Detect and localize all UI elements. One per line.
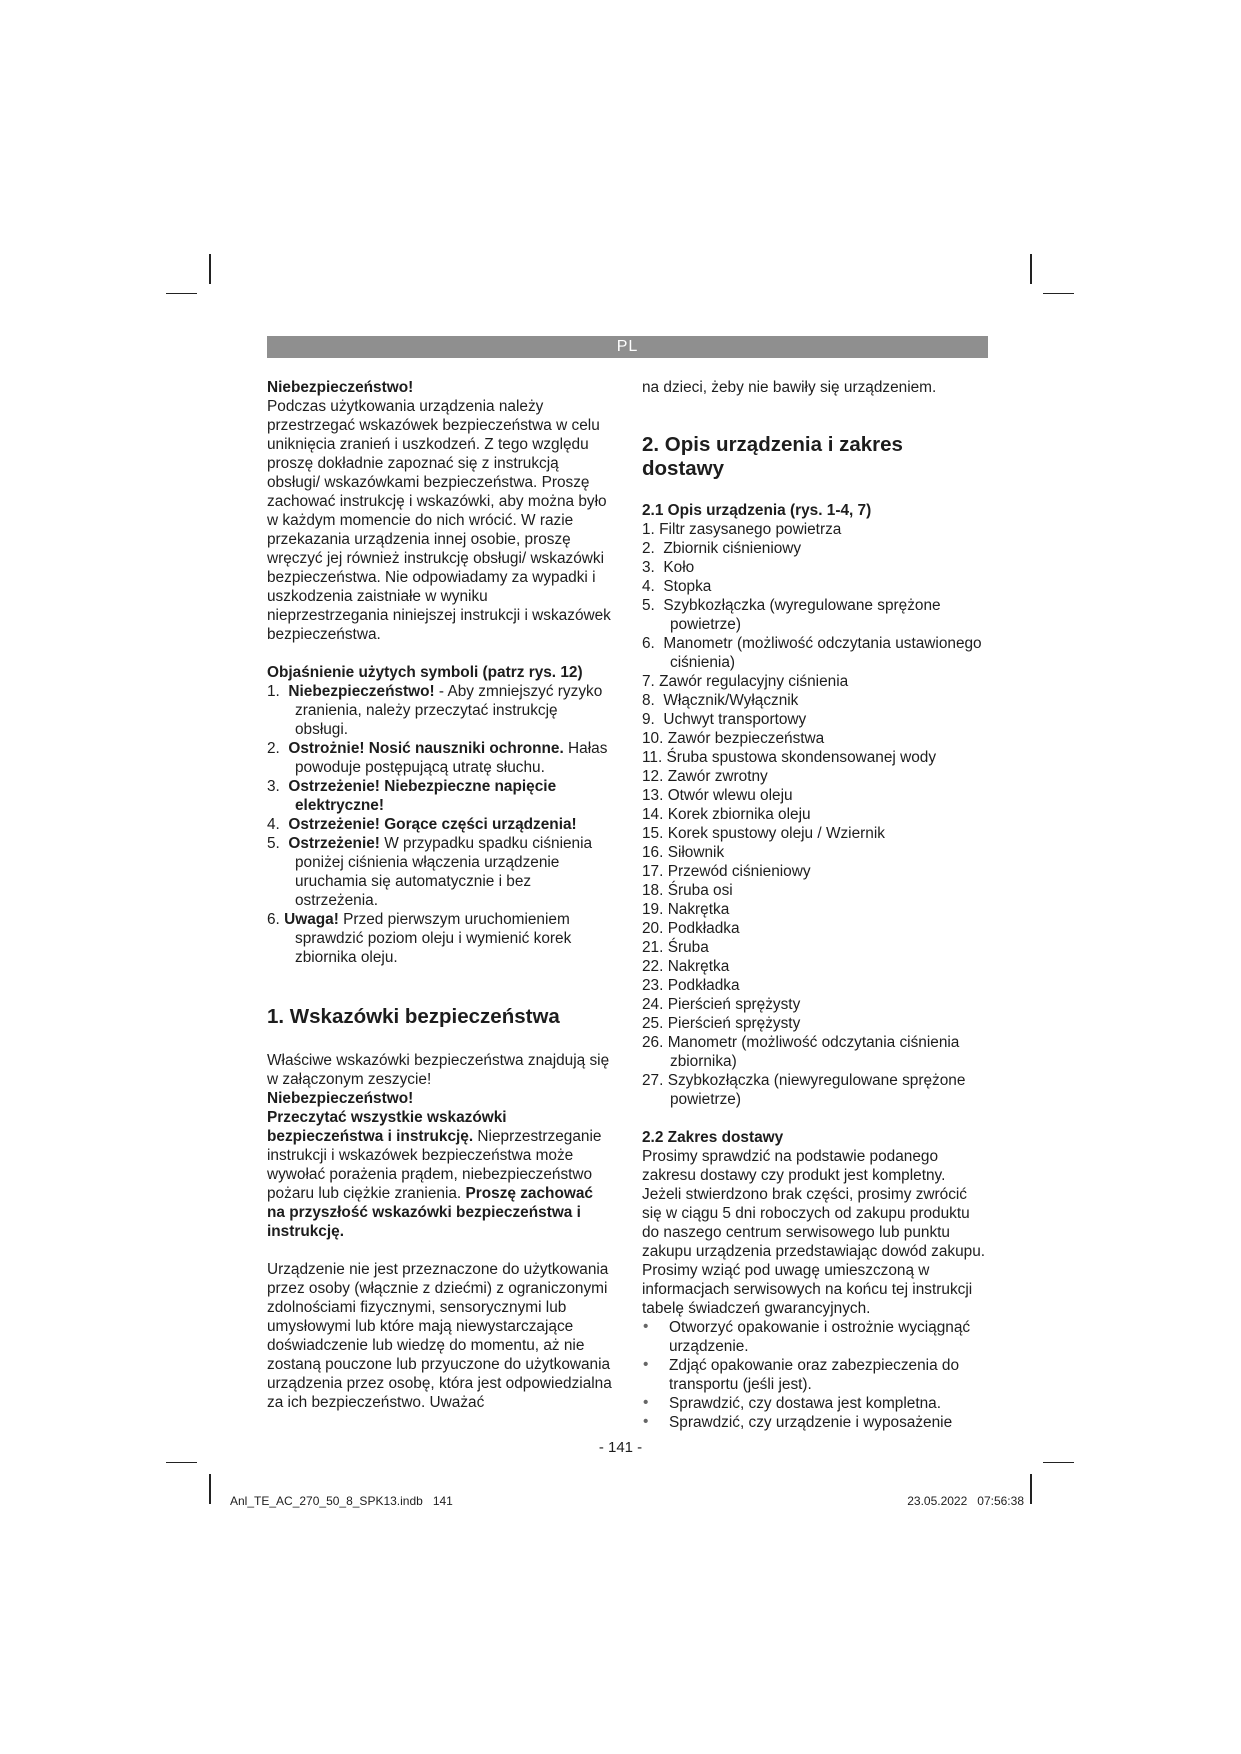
bullet-icon: • — [643, 1318, 649, 1335]
list-item: • Otworzyć opakowanie i ostrożnie wyciągnąć urządzenie. — [643, 1318, 971, 1355]
list-item: 5. Szybkozłączka (wyregulowane sprężone powietrze) — [642, 597, 941, 633]
symbol-item: 5. Ostrzeżenie! W przypadku spadku ciśnienia poniżej ciśnienia włączenia urządzenie uruchamia się automatycznie i bez ostrzeżenia. — [267, 835, 593, 909]
right-column — [642, 378, 988, 1432]
list-item: 9. Uchwyt transportowy — [642, 711, 807, 728]
list-item: 6. Manometr (możliwość odczytania ustawionego ciśnienia) — [642, 635, 982, 671]
bullet-icon: • — [643, 1413, 649, 1430]
section-1-title: 1. Wskazówki bezpieczeństwa — [267, 1005, 560, 1028]
left-column — [267, 378, 612, 1412]
language-header: PL — [267, 336, 988, 358]
crop-mark — [166, 1462, 197, 1463]
bullet-icon: • — [643, 1394, 649, 1411]
list-item: 4. Stopka — [642, 578, 712, 595]
s1-paragraph: Przeczytać wszystkie wskazówki bezpieczeństwa i instrukcję. Nieprzestrzeganie instrukcji i wskazówek bezpieczeństwa może wywołać porażenia prądem, niebezpieczeństwo pożaru lub ciężkie zranienia. Proszę zachować na przyszłość wskazówki bezpieczeństwa i instrukcję. — [267, 1109, 602, 1240]
symbols-list — [267, 682, 612, 967]
symbol-item: 3. Ostrzeżenie! Niebezpieczne napięcie elektryczne! — [267, 778, 557, 814]
page-number: - 141 - — [598, 1439, 643, 1456]
list-item: 24. Pierścień sprężysty — [642, 996, 801, 1013]
symbol-item: 4. Ostrzeżenie! Gorące części urządzenia! — [267, 816, 577, 833]
list-item: 2. Zbiornik ciśnieniowy — [642, 540, 802, 557]
s22-text: Prosimy sprawdzić na podstawie podanego zakresu dostawy czy produkt jest kompletny. Jeżeli stwierdzono brak części, prosimy zwrócić się w ciągu 5 dni roboczych od zakupu produktu do naszego centrum serwisowego lub punktu zakupu urządzenia przedstawiając dowód zakupu. Prosimy wziąć pod uwagę umieszczoną w informacjach serwisowych na końcu tej instrukcji tabelę świadczeń gwarancyjnych. — [642, 1148, 986, 1317]
crop-mark — [209, 254, 211, 284]
list-item: • Sprawdzić, czy urządzenie i wyposażenie — [643, 1413, 953, 1431]
list-item: 14. Korek zbiornika oleju — [642, 806, 811, 823]
list-item: 12. Zawór zwrotny — [642, 768, 768, 785]
crop-mark — [1043, 1462, 1074, 1463]
list-item: 10. Zawór bezpieczeństwa — [642, 730, 825, 747]
symbol-item: 6. Uwaga! Przed pierwszym uruchomieniem sprawdzić poziom oleju i wymienić korek zbiornika oleju. — [267, 911, 572, 966]
crop-mark — [1030, 1474, 1032, 1504]
s22-title: 2.2 Zakres dostawy — [642, 1129, 784, 1146]
list-item: 27. Szybkozłączka (niewyregulowane sprężone powietrze) — [642, 1072, 966, 1108]
list-item: 18. Śruba osi — [642, 882, 733, 899]
list-item: 15. Korek spustowy oleju / Wziernik — [642, 825, 885, 842]
symbols-title: Objaśnienie użytych symboli (patrz rys. 12) — [267, 664, 583, 681]
crop-mark — [1030, 254, 1032, 284]
parts-list — [642, 520, 988, 1109]
list-item: 16. Siłownik — [642, 844, 725, 861]
footer-date: 23.05.2022 07:56:38 — [907, 1494, 1024, 1508]
list-item: 22. Nakrętka — [642, 958, 730, 975]
list-item: 17. Przewód ciśnieniowy — [642, 863, 811, 880]
crop-mark — [1043, 293, 1074, 294]
list-item: 20. Podkładka — [642, 920, 740, 937]
list-item: • Sprawdzić, czy dostawa jest kompletna. — [643, 1394, 942, 1412]
list-item: 26. Manometr (możliwość odczytania ciśnienia zbiornika) — [642, 1034, 960, 1070]
list-item: 25. Pierścień sprężysty — [642, 1015, 801, 1032]
bullet-icon: • — [643, 1356, 649, 1373]
symbol-item: 2. Ostrożnie! Nosić nauszniki ochronne. Hałas powoduje postępującą utratę słuchu. — [267, 740, 608, 776]
list-item: 8. Włącznik/Wyłącznik — [642, 692, 799, 709]
s1-text-intro: Właściwe wskazówki bezpieczeństwa znajdują się w załączonym zeszycie! — [267, 1052, 610, 1088]
s1-text-usage: Urządzenie nie jest przeznaczone do użytkowania przez osoby (włącznie z dziećmi) z ograniczonymi zdolnościami fizycznymi, sensorycznymi lub umysłowymi lub które mają niewystarczające doświadczenie lub wiedzę do momentu, aż nie zostaną pouczone lub przyuczone do użytkowania urządzenia przez osobę, która jest odpowiedzialna za ich bezpieczeństwo. Uważać — [267, 1261, 612, 1411]
list-item: 7. Zawór regulacyjny ciśnienia — [642, 673, 849, 690]
crop-mark — [166, 293, 197, 294]
s1-danger: Niebezpieczeństwo! — [267, 1090, 414, 1107]
list-item: 3. Koło — [642, 559, 695, 576]
list-item: 23. Podkładka — [642, 977, 740, 994]
delivery-checklist — [642, 1318, 988, 1432]
footer-file: Anl_TE_AC_270_50_8_SPK13.indb 141 — [230, 1494, 453, 1508]
s21-title: 2.1 Opis urządzenia (rys. 1-4, 7) — [642, 502, 872, 519]
list-item: 1. Filtr zasysanego powietrza — [642, 521, 842, 538]
list-item: • Zdjąć opakowanie oraz zabezpieczenia do transportu (jeśli jest). — [643, 1356, 960, 1393]
danger-title: Niebezpieczeństwo! — [267, 379, 414, 396]
danger-text: Podczas użytkowania urządzenia należy przestrzegać wskazówek bezpieczeństwa w celu uniknięcia zranień i uszkodzeń. Z tego względu proszę dokładnie zapoznać się z instrukcją obsługi/ wskazówkami bezpieczeństwa. Proszę zachować instrukcję i wskazówki, aby można było w każdym momencie do nich wrócić. W razie przekazania urządzenia innej osobie, proszę wręczyć jej również instrukcję obsługi/ wskazówki bezpieczeństwa. Nie odpowiadamy za wypadki i uszkodzenia zaistniałe w wyniku nieprzestrzegania niniejszej instrukcji i wskazówek bezpieczeństwa. — [267, 398, 611, 643]
list-item: 11. Śruba spustowa skondensowanej wody — [642, 749, 937, 766]
section-2-title: 2. Opis urządzenia i zakres dostawy — [642, 433, 903, 480]
crop-mark — [209, 1474, 211, 1504]
list-item: 13. Otwór wlewu oleju — [642, 787, 793, 804]
list-item: 21. Śruba — [642, 939, 709, 956]
continuation-text: na dzieci, żeby nie bawiły się urządzeniem. — [642, 379, 937, 396]
list-item: 19. Nakrętka — [642, 901, 730, 918]
symbol-item: 1. Niebezpieczeństwo! - Aby zmniejszyć ryzyko zranienia, należy przeczytać instrukcję obsługi. — [267, 683, 603, 738]
